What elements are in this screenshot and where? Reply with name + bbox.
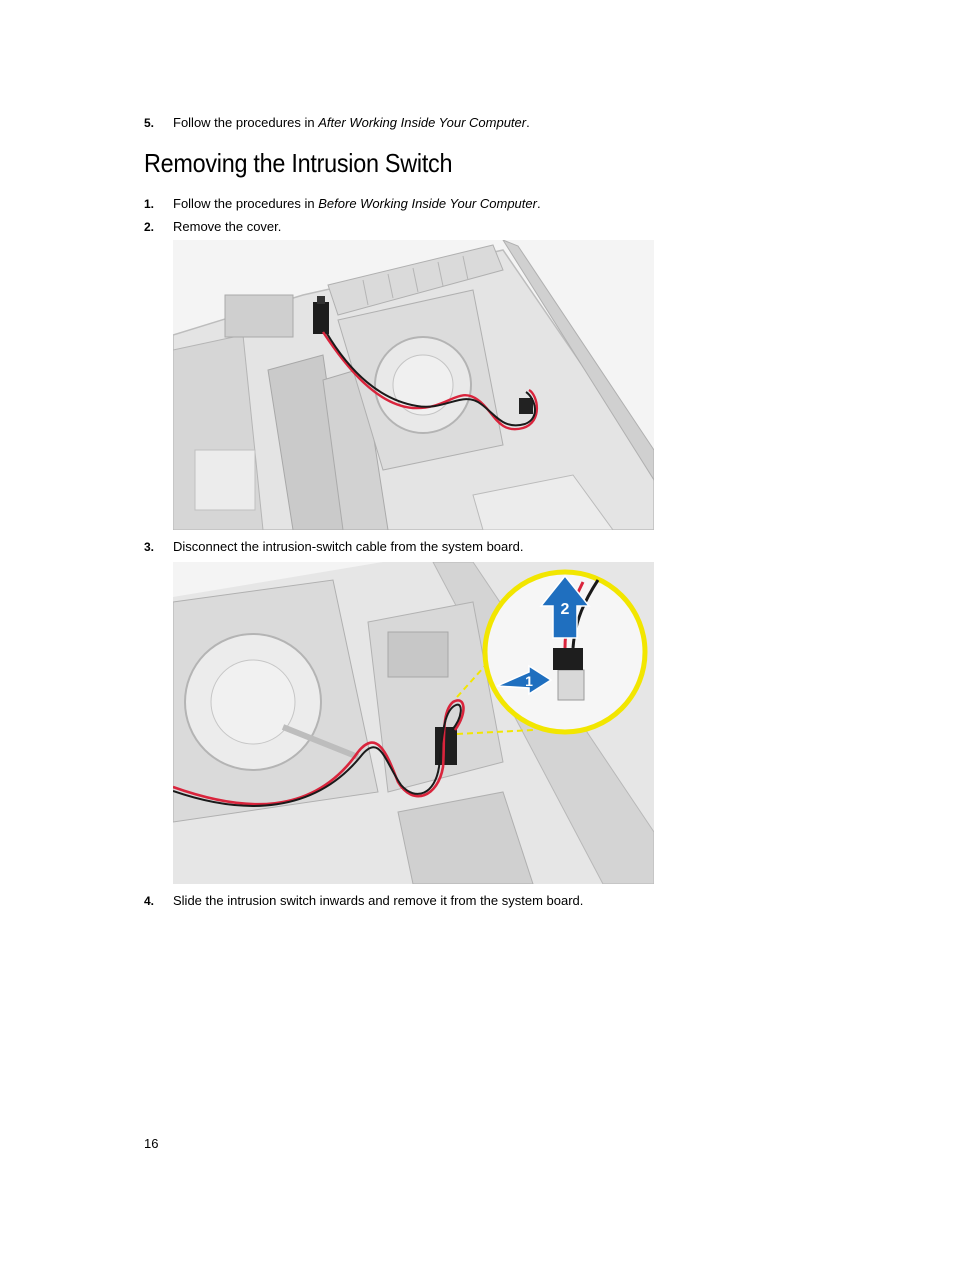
section-title: Removing the Intrusion Switch: [144, 148, 453, 178]
step-text: Remove the cover.: [173, 219, 282, 234]
step-text-lead: Follow the procedures in: [173, 115, 319, 130]
step-text-lead: Follow the procedures in: [173, 196, 319, 211]
step-text: [173, 196, 541, 211]
page-number: 16: [144, 1136, 159, 1151]
step-3: [144, 539, 523, 555]
callout-number-2: 2: [560, 601, 570, 618]
step-4: [144, 893, 583, 909]
step-text: Disconnect the intrusion-switch cable from the system board.: [173, 539, 524, 554]
step-number: 1.: [144, 197, 155, 211]
step-2: [144, 219, 281, 235]
step-text-tail: .: [526, 115, 530, 130]
cross-reference: After Working Inside Your Computer: [318, 115, 527, 130]
callout-number-1: 1: [525, 673, 533, 689]
step-text: Slide the intrusion switch inwards and remove it from the system board.: [173, 893, 584, 908]
step-text: [173, 115, 530, 130]
step-number: 2.: [144, 220, 155, 234]
figure-cover-removed: [173, 240, 654, 530]
step-number: 5.: [144, 116, 155, 130]
computer-interior-illustration: [173, 240, 654, 530]
figure-disconnect-cable: [173, 562, 654, 884]
step-number: 3.: [144, 540, 155, 554]
step-text-tail: .: [536, 196, 541, 211]
cross-reference: Before Working Inside Your Computer: [318, 196, 537, 211]
disconnect-cable-illustration: [173, 562, 654, 884]
step-1: [144, 196, 541, 212]
step-number: 4.: [144, 894, 155, 908]
step-5: [144, 115, 530, 131]
